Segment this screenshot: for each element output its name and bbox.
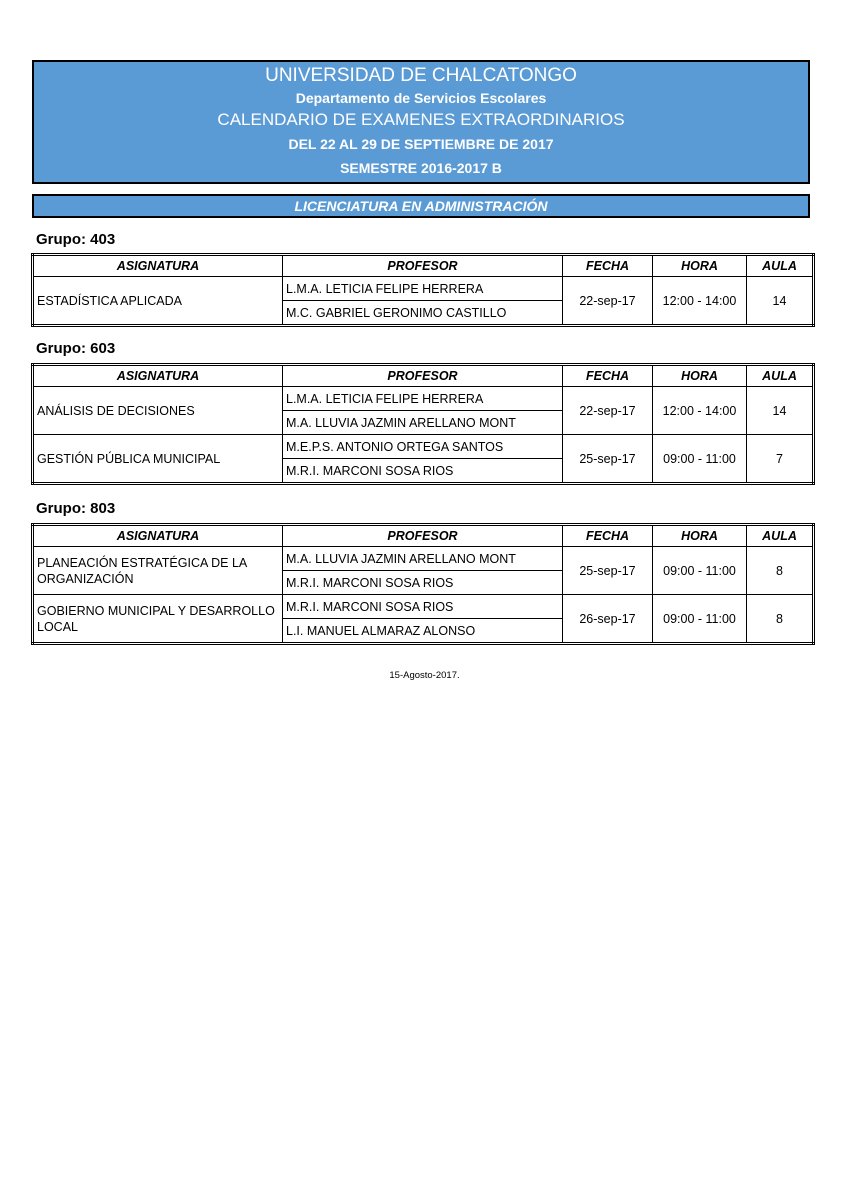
room-cell: 14: [747, 387, 814, 435]
professor-cell: M.R.I. MARCONI SOSA RIOS: [283, 595, 563, 619]
university-name: UNIVERSIDAD DE CHALCATONGO: [265, 65, 577, 86]
col-date: FECHA: [563, 365, 653, 387]
time-cell: 09:00 - 11:00: [653, 435, 747, 484]
schedule-table-803: [31, 523, 815, 645]
footer-date: 15-Agosto-2017.: [389, 670, 460, 681]
professor-cell: M.E.P.S. ANTONIO ORTEGA SANTOS: [283, 435, 563, 459]
program-banner: LICENCIATURA EN ADMINISTRACIÓN: [32, 194, 810, 218]
col-time: HORA: [653, 255, 747, 277]
col-subject: ASIGNATURA: [33, 365, 283, 387]
semester: SEMESTRE 2016-2017 B: [340, 160, 502, 176]
professor-cell: L.M.A. LETICIA FELIPE HERRERA: [283, 277, 563, 301]
department-name: Departamento de Servicios Escolares: [295, 90, 547, 106]
professor-cell: L.I. MANUEL ALMARAZ ALONSO: [283, 619, 563, 644]
time-cell: 12:00 - 14:00: [653, 387, 747, 435]
col-room: AULA: [747, 255, 814, 277]
date-range: DEL 22 AL 29 DE SEPTIEMBRE DE 2017: [288, 136, 554, 152]
calendar-title: CALENDARIO DE EXAMENES EXTRAORDINARIOS: [217, 110, 625, 129]
col-subject: ASIGNATURA: [33, 525, 283, 547]
col-time: HORA: [653, 365, 747, 387]
schedule-table-603: [31, 363, 815, 485]
date-cell: 25-sep-17: [563, 547, 653, 595]
col-date: FECHA: [563, 255, 653, 277]
room-cell: 14: [747, 277, 814, 326]
col-room: AULA: [747, 525, 814, 547]
col-subject: ASIGNATURA: [33, 255, 283, 277]
professor-cell: L.M.A. LETICIA FELIPE HERRERA: [283, 387, 563, 411]
col-date: FECHA: [563, 525, 653, 547]
table-row: [33, 547, 814, 571]
table-row: [33, 277, 814, 301]
subject-cell: ANÁLISIS DE DECISIONES: [33, 387, 283, 435]
table-row: [33, 595, 814, 619]
date-cell: 22-sep-17: [563, 387, 653, 435]
col-room: AULA: [747, 365, 814, 387]
professor-cell: M.R.I. MARCONI SOSA RIOS: [283, 459, 563, 484]
time-cell: 09:00 - 11:00: [653, 547, 747, 595]
subject-cell: ESTADÍSTICA APLICADA: [33, 277, 283, 326]
col-time: HORA: [653, 525, 747, 547]
room-cell: 7: [747, 435, 814, 484]
group-label-603: Grupo: 603: [36, 340, 116, 357]
date-cell: 25-sep-17: [563, 435, 653, 484]
col-professor: PROFESOR: [283, 525, 563, 547]
professor-cell: M.A. LLUVIA JAZMIN ARELLANO MONT: [283, 411, 563, 435]
table-row: [33, 435, 814, 459]
table-header-row: [33, 525, 814, 547]
group-label-403: Grupo: 403: [36, 231, 116, 248]
date-cell: 22-sep-17: [563, 277, 653, 326]
col-professor: PROFESOR: [283, 255, 563, 277]
room-cell: 8: [747, 595, 814, 644]
subject-cell: GESTIÓN PÚBLICA MUNICIPAL: [33, 435, 283, 484]
time-cell: 12:00 - 14:00: [653, 277, 747, 326]
room-cell: 8: [747, 547, 814, 595]
professor-cell: M.A. LLUVIA JAZMIN ARELLANO MONT: [283, 547, 563, 571]
professor-cell: M.R.I. MARCONI SOSA RIOS: [283, 571, 563, 595]
table-row: [33, 387, 814, 411]
schedule-table-403: [31, 253, 815, 327]
table-header-row: [33, 255, 814, 277]
time-cell: 09:00 - 11:00: [653, 595, 747, 644]
group-label-803: Grupo: 803: [36, 500, 116, 517]
professor-cell: M.C. GABRIEL GERONIMO CASTILLO: [283, 301, 563, 326]
document-header: [32, 60, 810, 184]
table-header-row: [33, 365, 814, 387]
col-professor: PROFESOR: [283, 365, 563, 387]
date-cell: 26-sep-17: [563, 595, 653, 644]
subject-cell: GOBIERNO MUNICIPAL Y DESARROLLO LOCAL: [33, 595, 283, 644]
subject-cell: PLANEACIÓN ESTRATÉGICA DE LA ORGANIZACIÓN: [33, 547, 283, 595]
